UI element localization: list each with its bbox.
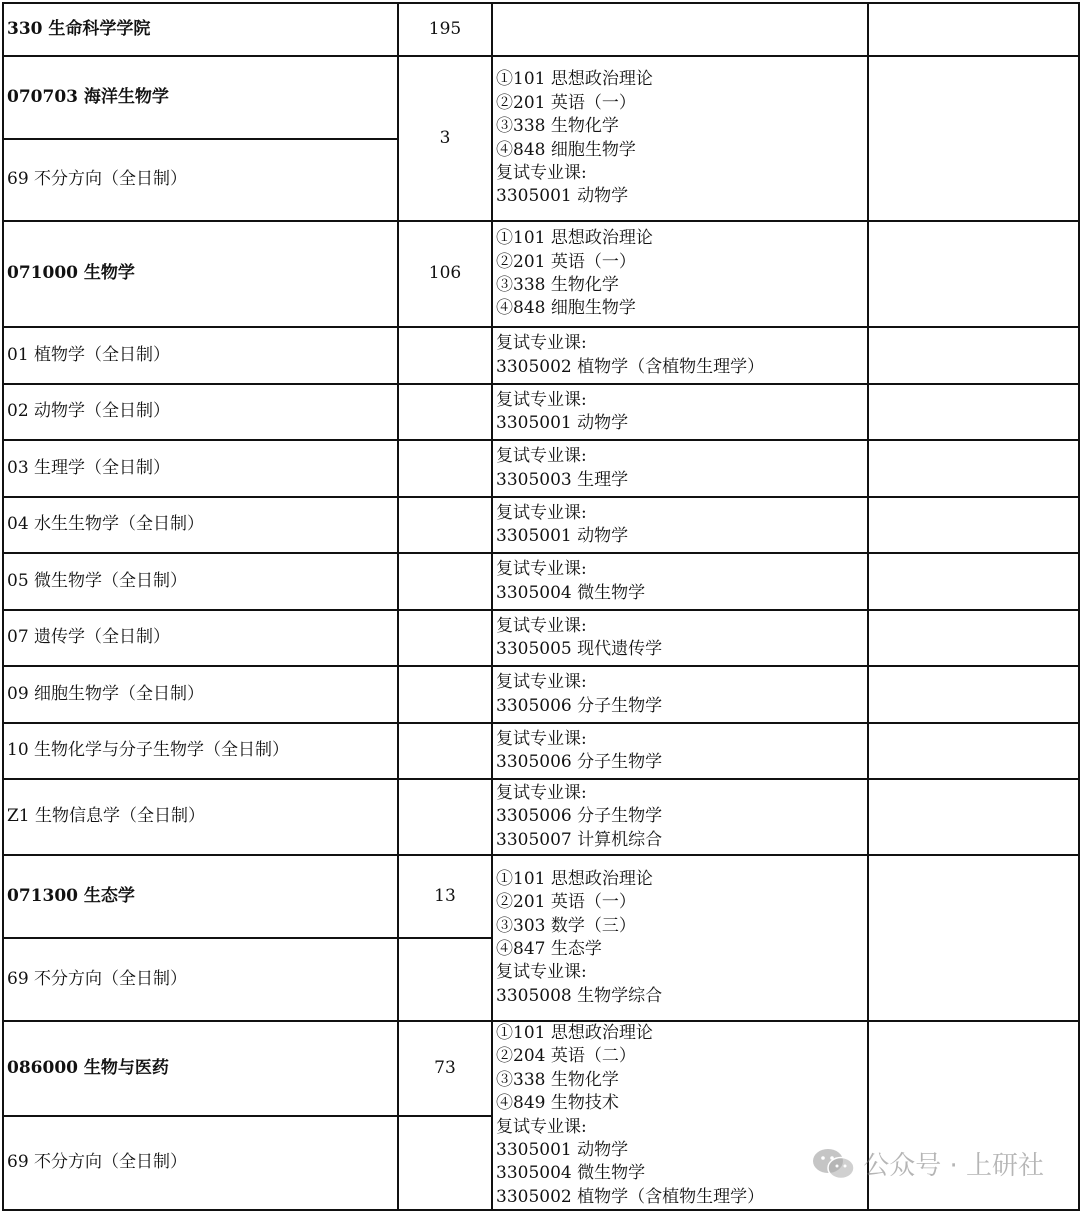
- exam-line: 3305006 分子生物学: [496, 806, 663, 827]
- exam-line: 复试专业课:: [496, 502, 587, 523]
- major-name: 086000 生物与医药: [3, 1021, 398, 1116]
- table-row: [3, 666, 1079, 723]
- exam-line: 复试专业课:: [496, 728, 587, 749]
- quota: [398, 440, 492, 497]
- watermark-text: 公众号 · 上研社: [863, 1151, 1044, 1181]
- direction-name: 04 水生生物学（全日制）: [3, 497, 398, 553]
- exam-subjects: [492, 666, 868, 723]
- quota: [398, 938, 492, 1021]
- exam-line: ④848 细胞生物学: [496, 139, 636, 160]
- exam-line: ③338 生物化学: [496, 1069, 619, 1090]
- exam-line: 复试专业课:: [496, 389, 587, 410]
- quota: [398, 497, 492, 553]
- table-row: [3, 855, 1079, 938]
- direction-name: 02 动物学（全日制）: [3, 384, 398, 440]
- exam-line: 3305001 动物学: [496, 1140, 629, 1161]
- exam-subjects: [492, 855, 868, 1021]
- direction-name: 10 生物化学与分子生物学（全日制）: [3, 723, 398, 779]
- remarks: [868, 553, 1079, 610]
- exam-line: ①101 思想政治理论: [496, 69, 653, 90]
- enrollment-table: [2, 2, 1080, 1211]
- quota: 195: [398, 3, 492, 56]
- quota: [398, 384, 492, 440]
- table-row: [3, 610, 1079, 666]
- exam-line: 3305002 植物学（含植物生理学）: [496, 356, 765, 377]
- table-row: [3, 384, 1079, 440]
- exam-subjects: [492, 610, 868, 666]
- remarks: [868, 855, 1079, 1021]
- exam-subjects: [492, 779, 868, 855]
- exam-line: 3305001 动物学: [496, 413, 629, 433]
- quota: 3: [398, 56, 492, 221]
- exam-line: 3305004 微生物学: [496, 582, 646, 603]
- quota: 106: [398, 221, 492, 327]
- table-row: [3, 440, 1079, 497]
- major-name: 071000 生物学: [3, 221, 398, 327]
- quota: [398, 779, 492, 855]
- table-row: [3, 497, 1079, 553]
- exam-subjects: [492, 440, 868, 497]
- table-row: [3, 56, 1079, 139]
- remarks: [868, 666, 1079, 723]
- direction-name: 69 不分方向（全日制）: [3, 938, 398, 1021]
- exam-line: 复试专业课:: [496, 615, 587, 636]
- table-row: [3, 779, 1079, 855]
- exam-line: 复试专业课:: [496, 1116, 587, 1137]
- exam-line: 3305006 分子生物学: [496, 752, 663, 772]
- exam-line: 3305006 分子生物学: [496, 695, 663, 716]
- direction-name: 01 植物学（全日制）: [3, 327, 398, 384]
- table-row: [3, 221, 1079, 327]
- exam-line: 复试专业课:: [496, 162, 587, 183]
- major-name: 071300 生态学: [3, 855, 398, 938]
- exam-line: 3305003 生理学: [496, 469, 629, 490]
- exam-line: ②201 英语（一）: [496, 251, 636, 272]
- exam-subjects: [492, 327, 868, 384]
- quota: [398, 723, 492, 779]
- remarks: [868, 327, 1079, 384]
- table-row: [3, 723, 1079, 779]
- exam-line: 复试专业课:: [496, 672, 587, 693]
- exam-line: ①101 思想政治理论: [496, 1023, 653, 1043]
- direction-name: 09 细胞生物学（全日制）: [3, 666, 398, 723]
- exam-line: 3305001 动物学: [496, 526, 629, 546]
- exam-subjects: [492, 56, 868, 221]
- quota: [398, 327, 492, 384]
- exam-line: 3305002 植物学（含植物生理学）: [496, 1186, 765, 1207]
- direction-name: 69 不分方向（全日制）: [3, 139, 398, 221]
- exam-line: 3305005 现代遗传学: [496, 639, 663, 659]
- remarks: [868, 56, 1079, 221]
- exam-line: 复试专业课:: [496, 446, 587, 467]
- exam-line: ①101 思想政治理论: [496, 868, 653, 889]
- exam-line: 复试专业课:: [496, 559, 587, 580]
- exam-subjects: [492, 553, 868, 610]
- watermark: [811, 1145, 1044, 1182]
- quota: [398, 1116, 492, 1211]
- exam-line: 复试专业课:: [496, 333, 587, 354]
- exam-line: ④848 细胞生物学: [496, 298, 636, 319]
- remarks: [868, 440, 1079, 497]
- exam-subjects: [492, 497, 868, 553]
- wechat-icon: [811, 1147, 855, 1181]
- exam-line: ④849 生物技术: [496, 1093, 619, 1114]
- exam-line: 复试专业课:: [496, 782, 587, 803]
- exam-line: ③338 生物化学: [496, 116, 619, 137]
- quota: [398, 553, 492, 610]
- table-row: [3, 327, 1079, 384]
- exam-line: ②201 英语（一）: [496, 92, 636, 113]
- exam-line: ③338 生物化学: [496, 275, 619, 295]
- table-row: [3, 1021, 1079, 1116]
- remarks: [868, 221, 1079, 327]
- quota: 13: [398, 855, 492, 938]
- exam-line: 3305007 计算机综合: [496, 829, 663, 850]
- major-name: 070703 海洋生物学: [3, 56, 398, 139]
- exam-line: ②201 英语（一）: [496, 892, 636, 913]
- exam-line: 复试专业课:: [496, 962, 587, 983]
- table-row: [3, 553, 1079, 610]
- exam-line: 3305001 动物学: [496, 186, 629, 207]
- exam-line: ④847 生态学: [496, 939, 602, 959]
- direction-name: 05 微生物学（全日制）: [3, 553, 398, 610]
- direction-name: Z1 生物信息学（全日制）: [3, 779, 398, 855]
- remarks: [868, 610, 1079, 666]
- table-row: [3, 3, 1079, 56]
- exam-subjects: [492, 384, 868, 440]
- remarks: [868, 723, 1079, 779]
- direction-name: 69 不分方向（全日制）: [3, 1116, 398, 1211]
- direction-name: 03 生理学（全日制）: [3, 440, 398, 497]
- remarks: [868, 497, 1079, 553]
- exam-subjects: [492, 3, 868, 56]
- exam-line: ②204 英语（二）: [496, 1046, 636, 1067]
- exam-line: 3305008 生物学综合: [496, 985, 663, 1006]
- quota: 73: [398, 1021, 492, 1116]
- exam-subjects: [492, 221, 868, 327]
- exam-line: ①101 思想政治理论: [496, 228, 653, 249]
- exam-line: ③303 数学（三）: [496, 915, 636, 936]
- exam-subjects: [492, 723, 868, 779]
- remarks: [868, 3, 1079, 56]
- quota: [398, 666, 492, 723]
- remarks: [868, 384, 1079, 440]
- college-name: 330 生命科学学院: [3, 3, 398, 56]
- remarks: [868, 779, 1079, 855]
- direction-name: 07 遗传学（全日制）: [3, 610, 398, 666]
- exam-line: 3305004 微生物学: [496, 1163, 646, 1184]
- quota: [398, 610, 492, 666]
